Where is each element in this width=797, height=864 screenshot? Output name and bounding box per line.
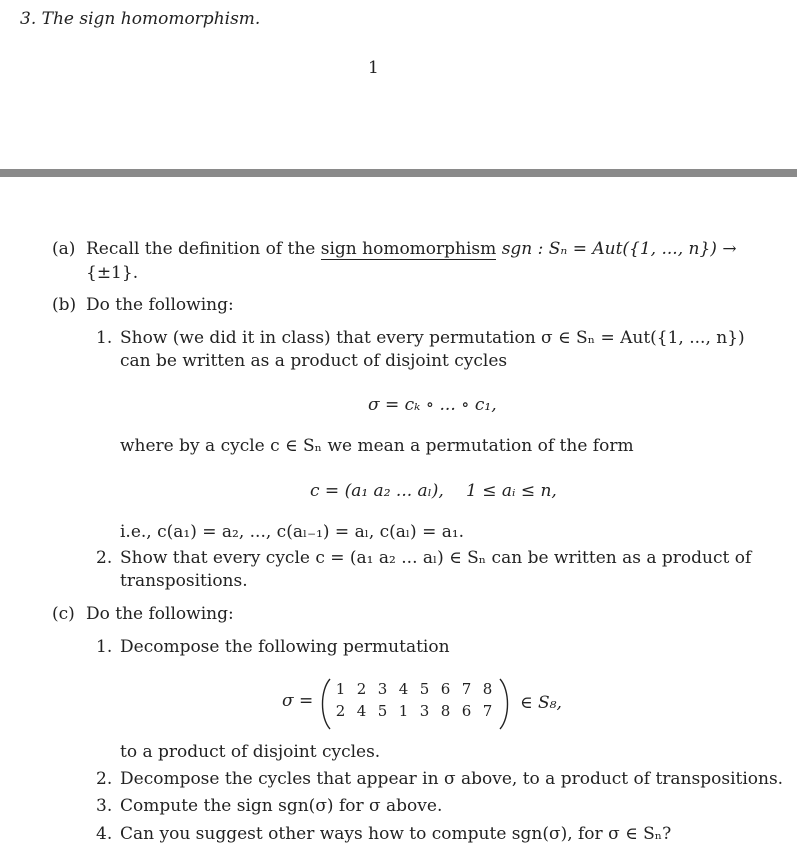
- matrix-cell: 1: [398, 702, 409, 720]
- sign-homomorphism-term: sign homomorphism: [320, 239, 497, 259]
- part-c-intro: Do the following:: [86, 604, 234, 624]
- matrix-cell: 8: [440, 702, 451, 720]
- matrix-cell: 5: [377, 702, 388, 720]
- matrix-cell: 2: [356, 680, 367, 698]
- section-title: [20, 9, 260, 29]
- matrix-cell: 4: [356, 702, 367, 720]
- matrix-cell: 6: [440, 680, 451, 698]
- cycle-index-range: 1 ≤ aᵢ ≤ n,: [466, 481, 557, 501]
- part-a-line-1: [86, 238, 737, 260]
- matrix-cell: 6: [461, 702, 472, 720]
- cycle-formula: c = (a₁ a₂ ... aₗ),: [310, 481, 444, 501]
- part-c-item-1-after: to a product of disjoint cycles.: [120, 742, 381, 762]
- part-c-item-2-line: Decompose the cycles that appear in σ above, to a product of transpositions.: [120, 769, 784, 789]
- part-b-item-2-number: 2.: [96, 548, 113, 568]
- part-c-item-1-line: Decompose the following permutation: [120, 637, 450, 657]
- part-a-label: (a): [52, 239, 76, 259]
- part-b-item-1-line-2: can be written as a product of disjoint cycles: [120, 351, 508, 371]
- sgn-formula: sgn : Sₙ = Aut({1, ..., n}) →: [501, 239, 737, 259]
- matrix-cell: 1: [335, 680, 346, 698]
- right-parenthesis: [498, 678, 512, 730]
- part-b-item-2-line-2: transpositions.: [120, 571, 248, 591]
- sigma-decomposition-formula: σ = cₖ ∘ ... ∘ c₁,: [368, 395, 497, 415]
- cycle-explanation: i.e., c(a₁) = a₂, ..., c(aₗ₋₁) = aₗ, c(aₗ) = a₁.: [120, 522, 465, 542]
- part-c-item-4-line: Can you suggest other ways how to compute sgn(σ), for σ ∈ Sₙ?: [120, 824, 672, 844]
- matrix-top-row: [330, 680, 498, 698]
- matrix-cell: 7: [461, 680, 472, 698]
- part-c-item-1-number: 1.: [96, 637, 113, 657]
- sigma-equals: σ =: [282, 691, 314, 711]
- matrix-cell: 4: [398, 680, 409, 698]
- matrix-cell: 3: [377, 680, 388, 698]
- part-c-item-3-number: 3.: [96, 796, 113, 816]
- matrix-cell: 8: [482, 680, 493, 698]
- part-c-item-2-number: 2.: [96, 769, 113, 789]
- part-a-text: Recall the definition of the: [86, 239, 316, 259]
- cycle-definition-text: where by a cycle c ∈ Sₙ we mean a permutation of the form: [120, 436, 634, 456]
- matrix-bottom-row: [330, 702, 498, 720]
- matrix-cell: 2: [335, 702, 346, 720]
- matrix-cell: 7: [482, 702, 493, 720]
- permutation-matrix: [282, 680, 562, 730]
- part-b-intro: Do the following:: [86, 295, 234, 315]
- part-b-item-2-line-1: Show that every cycle c = (a₁ a₂ ... aₗ) ∈ Sₙ can be written as a product of: [120, 548, 752, 568]
- part-a-formula-cont: {±1}.: [86, 263, 139, 283]
- matrix-cell: 3: [419, 702, 430, 720]
- matrix-cell: 5: [419, 680, 430, 698]
- section-number: 3.: [20, 9, 37, 29]
- section-title-text: The sign homomorphism.: [41, 9, 261, 29]
- page-divider: [0, 169, 797, 177]
- part-c-item-3-line: Compute the sign sgn(σ) for σ above.: [120, 796, 443, 816]
- part-c-item-4-number: 4.: [96, 824, 113, 844]
- part-b-item-1-number: 1.: [96, 328, 113, 348]
- part-c-label: (c): [52, 604, 75, 624]
- page-number: 1: [368, 58, 379, 78]
- membership-s8: ∈ S₈,: [520, 693, 562, 713]
- part-b-item-1-line-1: Show (we did it in class) that every permutation σ ∈ Sₙ = Aut({1, ..., n}): [120, 328, 745, 348]
- part-b-label: (b): [52, 295, 77, 315]
